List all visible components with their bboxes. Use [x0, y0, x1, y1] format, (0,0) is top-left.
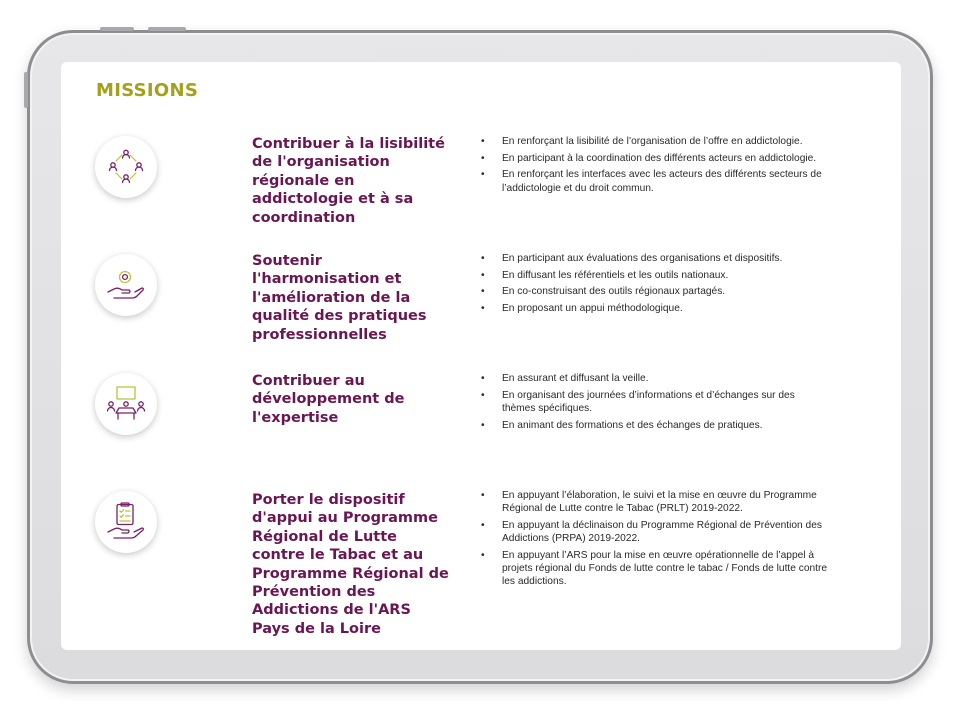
- mission-1-title: Contribuer à la lisibilité de l'organisation régionale en addictologie et à sa coordination: [252, 136, 445, 226]
- mission-1-bullets: [481, 135, 831, 198]
- mission-4-icon-circle: [95, 491, 157, 553]
- mission-2-icon-circle: [95, 254, 157, 316]
- list-item: • En proposant un appui méthodologique.: [481, 302, 831, 315]
- list-item: • En appuyant l’ARS pour la mise en œuvre opérationnelle de l’appel à projets régional du Fonds de lutte contre le tabac / Fonds de lutte contre les addictions.: [481, 549, 831, 589]
- list-item: • En appuyant l’élaboration, le suivi et la mise en œuvre du Programme Régional de Lutte contre le Tabac (PRLT) 2019-2022.: [481, 489, 831, 515]
- mission-4-title: Porter le dispositif d'appui au Programme Régional de Lutte contre le Tabac et au Programme Régional de Prévention des Addictions de l'ARS Pays de la Loire: [252, 492, 449, 637]
- page-title: MISSIONS: [96, 80, 199, 101]
- list-item: • En appuyant la déclinaison du Programme Régional de Prévention des Addictions (PRPA) 2019-2022.: [481, 519, 831, 545]
- tablet-screen: [61, 62, 901, 650]
- mission-4-bullets: [481, 489, 831, 592]
- mission-2-title: Soutenir l'harmonisation et l'amélioration de la qualité des pratiques professionnelles: [252, 253, 427, 343]
- list-item: • En renforçant la lisibilité de l’organisation de l’offre en addictologie.: [481, 135, 831, 148]
- mission-2-bullets: [481, 252, 831, 319]
- network-people-icon: [106, 147, 146, 187]
- hand-clipboard-icon: [106, 502, 146, 542]
- list-item: • En renforçant les interfaces avec les acteurs des différents secteurs de l’addictologie et du droit commun.: [481, 168, 831, 194]
- tablet-top-button-left: [100, 27, 134, 31]
- list-item: • En assurant et diffusant la veille.: [481, 372, 831, 385]
- list-item: • En animant des formations et des échanges de pratiques.: [481, 419, 831, 432]
- tablet-top-button-right: [148, 27, 186, 31]
- mission-3-bullets: [481, 372, 831, 435]
- mission-3-title: Contribuer au développement de l'expertise: [252, 373, 405, 426]
- meeting-table-icon: [106, 384, 146, 424]
- hand-gear-icon: [106, 265, 146, 305]
- tablet-side-button: [24, 72, 28, 108]
- mission-3-icon-circle: [95, 373, 157, 435]
- list-item: • En diffusant les référentiels et les outils nationaux.: [481, 269, 831, 282]
- list-item: • En participant à la coordination des différents acteurs en addictologie.: [481, 152, 831, 165]
- list-item: • En organisant des journées d’informations et d’échanges sur des thèmes spécifiques.: [481, 389, 831, 415]
- list-item: • En participant aux évaluations des organisations et dispositifs.: [481, 252, 831, 265]
- mission-1-icon-circle: [95, 136, 157, 198]
- list-item: • En co-construisant des outils régionaux partagés.: [481, 285, 831, 298]
